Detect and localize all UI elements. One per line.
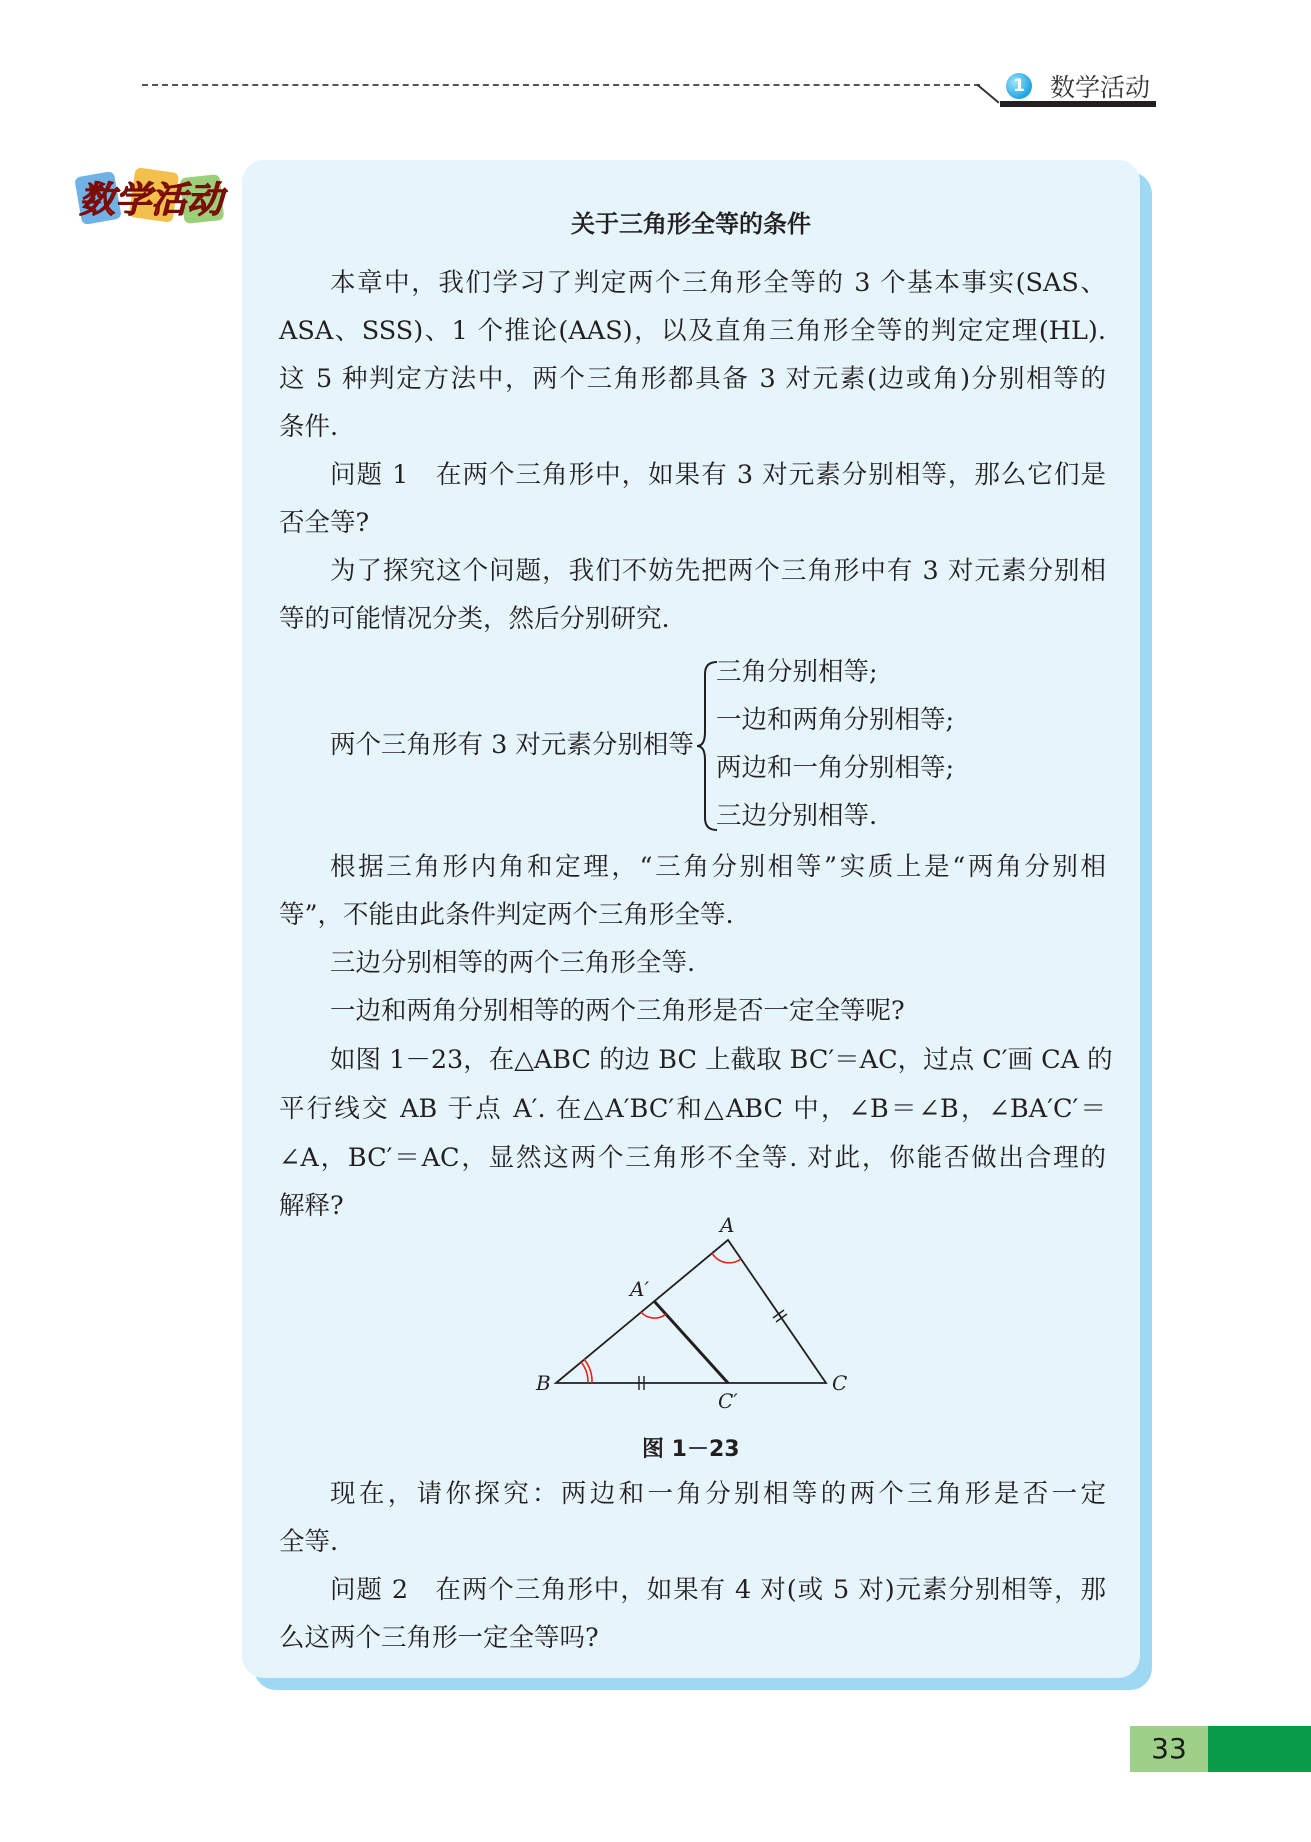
paragraph-line: ASA、SSS)、1 个推论(AAS)，以及直角三角形全等的判定定理(HL).: [279, 316, 1106, 346]
angle-b-arc: [581, 1362, 588, 1383]
paragraph-line: 解释?: [279, 1191, 344, 1221]
paragraph-line: 等”，不能由此条件判定两个三角形全等.: [279, 900, 734, 930]
question-line: 问题 1 在两个三角形中，如果有 3 对元素分别相等，那么它们是: [330, 460, 1106, 490]
case-item: 三边分别相等.: [716, 801, 878, 831]
paragraph-line: 本章中，我们学习了判定两个三角形全等的 3 个基本事实(SAS、: [330, 268, 1106, 298]
activity-title: 关于三角形全等的条件: [571, 210, 811, 238]
paragraph-line: 平行线交 AB 于点 A′. 在△A′BC′和△ABC 中，∠B＝∠B，∠BA′C′＝: [279, 1094, 1106, 1124]
paragraph-line: 等的可能情况分类，然后分别研究.: [279, 604, 670, 634]
paragraph-line: 全等.: [279, 1527, 339, 1557]
math-activity-logo: [70, 162, 232, 232]
chapter-title: 数学活动: [1050, 73, 1151, 102]
case-item: 一边和两角分别相等;: [716, 705, 955, 735]
paragraph-line: 为了探究这个问题，我们不妨先把两个三角形中有 3 对元素分别相: [330, 556, 1106, 586]
question-line: 么这两个三角形一定全等吗?: [279, 1623, 599, 1653]
page-number: 33: [1151, 1732, 1187, 1765]
paragraph-line: 一边和两角分别相等的两个三角形是否一定全等呢?: [330, 996, 905, 1026]
figure-caption: 图 1－23: [642, 1437, 740, 1462]
label-c: C: [832, 1371, 848, 1395]
paragraph-line: 如图 1－23，在△ABC 的边 BC 上截取 BC′＝AC，过点 C′画 CA 的: [330, 1045, 1113, 1075]
paragraph-line: 现在，请你探究：两边和一角分别相等的两个三角形是否一定: [330, 1479, 1106, 1509]
label-a: A: [720, 1213, 735, 1237]
label-a-prime: A′: [630, 1277, 649, 1301]
classification-lead: 两个三角形有 3 对元素分别相等: [330, 730, 694, 760]
question-line: 否全等?: [279, 508, 370, 538]
case-item: 两边和一角分别相等;: [716, 753, 955, 783]
header-dashed-rule: [142, 84, 980, 86]
question-line: 问题 2 在两个三角形中，如果有 4 对(或 5 对)元素分别相等，那: [330, 1575, 1106, 1605]
paragraph-line: 这 5 种判定方法中，两个三角形都具备 3 对元素(边或角)分别相等的: [279, 364, 1106, 394]
triangle-abc: [556, 1240, 826, 1383]
angle-a-arc: [712, 1253, 741, 1263]
triangle-figure: [530, 1210, 860, 1420]
logo-text: 数学活动: [78, 179, 224, 221]
segment-a-prime-c-prime: [654, 1301, 728, 1383]
paragraph-line: 三边分别相等的两个三角形全等.: [330, 948, 696, 978]
equal-tick-marks: [639, 1310, 787, 1390]
label-c-prime: C′: [718, 1389, 738, 1413]
paragraph-line: ∠A，BC′＝AC，显然这两个三角形不全等. 对此，你能否做出合理的: [279, 1143, 1106, 1173]
page-edge-bar: [1208, 1726, 1311, 1772]
label-b: B: [536, 1371, 551, 1395]
paragraph-line: 根据三角形内角和定理，“三角分别相等”实质上是“两角分别相: [330, 852, 1106, 882]
chapter-number-badge: 1: [1006, 73, 1032, 99]
header-rule-corner: [977, 84, 1000, 104]
paragraph-line: 条件.: [279, 412, 339, 442]
angle-a-prime-arc: [641, 1312, 666, 1318]
case-item: 三角分别相等;: [716, 657, 878, 687]
